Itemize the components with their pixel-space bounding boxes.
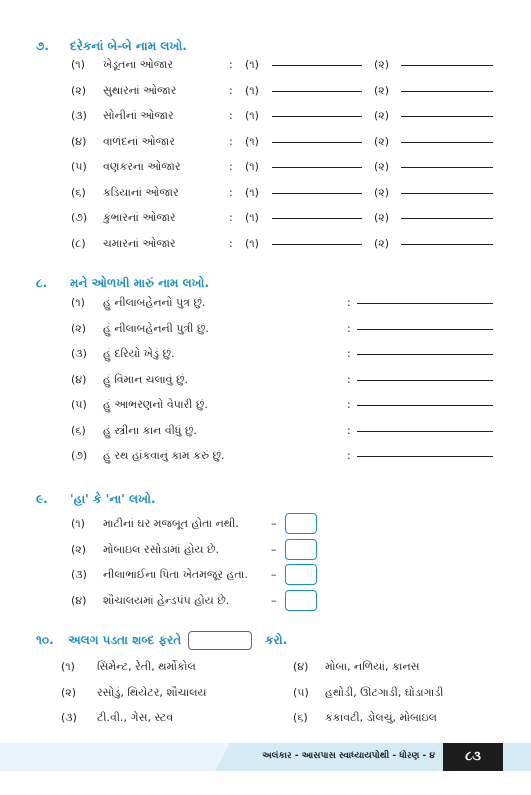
q8-item-text: હું વિમાન ચલાવું છું. xyxy=(103,372,188,386)
q7-colon: : xyxy=(229,160,233,173)
q8-colon: : xyxy=(347,423,351,437)
q7-answer-line-2[interactable] xyxy=(401,193,493,194)
q9-item-number: (૨) xyxy=(71,542,87,556)
q9-item-number: (૩) xyxy=(71,568,87,581)
q8-item-number: (૪) xyxy=(71,372,87,386)
q9-dash: – xyxy=(271,517,277,530)
q8-answer-line[interactable] xyxy=(357,405,493,406)
q7-item-number: (૨) xyxy=(71,83,87,97)
q10-item-number: (૨) xyxy=(61,685,77,699)
q7-item-text: સોનીનાં ઓજાર xyxy=(103,109,174,122)
q7-item-text: વણકરનાં ઓજાર xyxy=(103,160,181,173)
q8-colon: : xyxy=(347,398,351,411)
q7-slot1-label: (૧) xyxy=(245,134,259,148)
q8-answer-line[interactable] xyxy=(357,354,493,355)
q8-item-number: (૩) xyxy=(71,347,87,360)
q10-item-number: (૬) xyxy=(293,711,308,724)
q7-item-text: ખેડૂતનાં ઓજાર xyxy=(103,58,174,71)
q7-answer-line-2[interactable] xyxy=(401,91,493,92)
q8-item-text: હું આભરણનો વેપારી છું. xyxy=(103,398,208,411)
q7-item-number: (૬) xyxy=(71,185,86,199)
q10-item-text: ટી.વી., ગેસ, સ્ટવ xyxy=(97,711,174,724)
q10-item-number: (૫) xyxy=(293,685,309,699)
q8-colon: : xyxy=(347,372,351,386)
q8-answer-line[interactable] xyxy=(357,431,493,432)
q7-answer-line-1[interactable] xyxy=(272,116,362,117)
q10-title-before: અલગ પડતા શબ્દ ફરતે xyxy=(68,633,182,647)
q7-answer-line-2[interactable] xyxy=(401,142,493,143)
q7-colon: : xyxy=(229,83,233,97)
q7-answer-line-1[interactable] xyxy=(272,218,362,219)
q9-answer-box[interactable] xyxy=(285,513,317,534)
q7-slot1-label: (૧) xyxy=(245,58,259,71)
q7-item-number: (૪) xyxy=(71,134,87,148)
q7-answer-line-1[interactable] xyxy=(272,142,362,143)
q10-item-number: (૪) xyxy=(293,660,309,673)
q7-slot1-label: (૧) xyxy=(245,211,259,224)
q8-item-text: હું રથ હાંકવાનું કામ કરું છું. xyxy=(103,449,225,462)
q7-answer-line-2[interactable] xyxy=(401,116,493,117)
q7-colon: : xyxy=(229,236,233,250)
q9-dash: – xyxy=(271,593,277,607)
q7-answer-line-1[interactable] xyxy=(272,193,362,194)
q9-answer-box[interactable] xyxy=(285,539,317,560)
q7-slot2-label: (૨) xyxy=(374,134,390,148)
q9-title: 'હા' કે 'ના' લખો. xyxy=(70,492,156,506)
q7-slot1-label: (૧) xyxy=(245,109,259,122)
q7-colon: : xyxy=(229,109,233,122)
q7-item-text: ચમારનાં ઓજાર xyxy=(103,236,176,250)
q7-answer-line-2[interactable] xyxy=(401,218,493,219)
q8-answer-line[interactable] xyxy=(357,329,493,330)
q7-item-number: (૮) xyxy=(71,236,86,250)
q7-item-text: વાળંદનાં ઓજાર xyxy=(103,134,175,148)
q9-answer-box[interactable] xyxy=(285,564,317,585)
q8-colon: : xyxy=(347,347,351,360)
q8-item-number: (૧) xyxy=(71,296,85,309)
q8-answer-line[interactable] xyxy=(357,380,493,381)
q10-item-text: હથોડી, ઊંટગાડી, ઘોડાગાડી xyxy=(325,685,444,699)
q7-slot1-label: (૧) xyxy=(245,160,259,173)
q7-slot2-label: (૨) xyxy=(374,58,390,71)
q8-answer-line[interactable] xyxy=(357,303,493,304)
q8-item-text: હું નીલાબહેનની પુત્રી છું. xyxy=(103,321,209,335)
q8-item-text: હું સ્ત્રીના કાન વીંધું છું. xyxy=(103,423,197,437)
q8-number: ૮. xyxy=(36,276,48,290)
q8-item-number: (૬) xyxy=(71,423,86,437)
q9-item-text: શૌચાલયમાં હેન્ડપંપ હોય છે. xyxy=(103,593,230,607)
q10-item-text: સિમેન્ટ, રેતી, થર્મોકોલ xyxy=(97,660,196,673)
q10-title-after: કરો. xyxy=(265,633,288,647)
q10-item-text: કંકાવટી, ડોલચું, મોબાઇલ xyxy=(325,711,437,724)
q7-number: ૭. xyxy=(36,39,49,53)
q7-item-number: (૫) xyxy=(71,160,87,173)
q7-answer-line-2[interactable] xyxy=(401,167,493,168)
q8-title: મને ઓળખી મારું નામ લખો. xyxy=(70,276,210,290)
q10-item-number: (૩) xyxy=(61,711,77,724)
page-number: ૮૩ xyxy=(443,743,503,771)
q7-colon: : xyxy=(229,211,233,224)
q9-dash: – xyxy=(271,542,277,556)
q7-item-text: સુથારનાં ઓજાર xyxy=(103,83,177,97)
q7-item-number: (૧) xyxy=(71,58,85,71)
q8-item-number: (૭) xyxy=(71,449,88,462)
q7-item-text: કુંભારનાં ઓજાર xyxy=(103,211,176,224)
q7-slot2-label: (૨) xyxy=(374,160,390,173)
q8-item-number: (૨) xyxy=(71,321,87,335)
q7-slot2-label: (૨) xyxy=(374,185,390,199)
q9-item-number: (૧) xyxy=(71,517,85,530)
q7-answer-line-2[interactable] xyxy=(401,65,493,66)
q8-colon: : xyxy=(347,296,351,309)
q8-colon: : xyxy=(347,321,351,335)
q7-colon: : xyxy=(229,134,233,148)
q9-answer-box[interactable] xyxy=(285,590,317,611)
q9-item-text: મોબાઇલ રસોડામાં હોય છે. xyxy=(103,542,220,556)
q8-answer-line[interactable] xyxy=(357,456,493,457)
q7-slot2-label: (૨) xyxy=(374,211,390,224)
q7-answer-line-2[interactable] xyxy=(401,244,493,245)
q7-colon: : xyxy=(229,185,233,199)
q10-item-text: રસોડું, થિયેટર, શૌચાલય xyxy=(97,685,207,699)
q7-title: દરેકનાં બે-બે નામ લખો. xyxy=(70,39,187,53)
q9-number: ૯. xyxy=(36,492,48,506)
q7-slot2-label: (૨) xyxy=(374,109,390,122)
q8-colon: : xyxy=(347,449,351,462)
q7-slot1-label: (૧) xyxy=(245,185,259,199)
q7-item-text: કડિયાનાં ઓજાર xyxy=(103,185,179,199)
q10-item-text: મોબા, નળિયાં, કાનસ xyxy=(325,660,420,673)
q7-slot1-label: (૧) xyxy=(245,83,259,97)
q8-item-number: (૫) xyxy=(71,398,87,411)
q9-item-text: નીલાભાઈના પિતા ખેતમજૂર હતા. xyxy=(103,568,248,581)
q7-answer-line-1[interactable] xyxy=(272,65,362,66)
q7-slot2-label: (૨) xyxy=(374,83,390,97)
q9-dash: – xyxy=(271,568,277,581)
circle-answer-box xyxy=(188,631,252,650)
q7-answer-line-1[interactable] xyxy=(272,91,362,92)
q7-slot2-label: (૨) xyxy=(374,236,390,250)
footer-text: અલંકાર - આસપાસ સ્વાધ્યાયપોથી - ધોરણ - ૪ xyxy=(262,751,435,761)
q7-slot1-label: (૧) xyxy=(245,236,259,250)
q9-item-number: (૪) xyxy=(71,593,87,607)
q7-item-number: (૩) xyxy=(71,109,87,122)
q8-item-text: હું દરિયો ખેડું છું. xyxy=(103,347,175,360)
q10-item-number: (૧) xyxy=(61,660,75,673)
q7-colon: : xyxy=(229,58,233,71)
q8-item-text: હું નીલાબહેનનો પુત્ર છું. xyxy=(103,296,206,309)
q10-number: ૧૦. xyxy=(36,633,54,647)
q7-answer-line-1[interactable] xyxy=(272,244,362,245)
q9-item-text: માટીનાં ઘર મજબૂત હોતા નથી. xyxy=(103,517,239,530)
q7-item-number: (૭) xyxy=(71,211,88,224)
q7-answer-line-1[interactable] xyxy=(272,167,362,168)
